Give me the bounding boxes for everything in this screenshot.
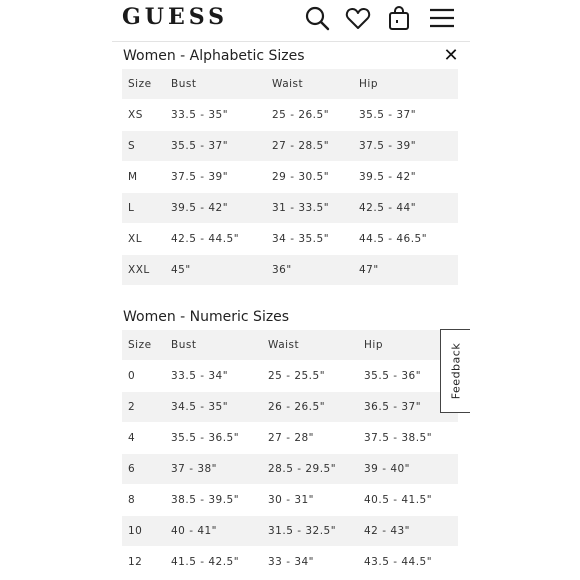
- size-cell: XS: [122, 100, 165, 131]
- waist-cell: 34 - 35.5": [266, 224, 353, 255]
- column-header-bust: Bust: [165, 330, 262, 361]
- search-icon[interactable]: [303, 4, 331, 32]
- table-row: [122, 547, 458, 578]
- hip-cell: 39 - 40": [358, 454, 458, 485]
- table-header-row: [122, 330, 458, 361]
- hip-cell: 39.5 - 42": [353, 162, 458, 193]
- bust-cell: 39.5 - 42": [165, 193, 266, 224]
- menu-icon[interactable]: [428, 4, 456, 32]
- numeric-size-table: [122, 330, 458, 578]
- bust-cell: 40 - 41": [165, 516, 262, 547]
- waist-cell: 30 - 31": [262, 485, 358, 516]
- table-row: [122, 193, 458, 224]
- hip-cell: 44.5 - 46.5": [353, 224, 458, 255]
- column-header-waist: Waist: [262, 330, 358, 361]
- hip-cell: 35.5 - 37": [353, 100, 458, 131]
- size-cell: L: [122, 193, 165, 224]
- close-icon[interactable]: ✕: [443, 45, 459, 66]
- column-header-size: Size: [122, 69, 165, 100]
- guess-logo[interactable]: GUESS: [122, 4, 229, 30]
- waist-cell: 27 - 28.5": [266, 131, 353, 162]
- size-cell: 10: [122, 516, 165, 547]
- table-row: [122, 423, 458, 454]
- size-cell: 4: [122, 423, 165, 454]
- size-cell: S: [122, 131, 165, 162]
- hip-cell: 40.5 - 41.5": [358, 485, 458, 516]
- waist-cell: 28.5 - 29.5": [262, 454, 358, 485]
- table-row: [122, 454, 458, 485]
- table-row: [122, 516, 458, 547]
- bag-icon[interactable]: [385, 4, 413, 32]
- waist-cell: 29 - 30.5": [266, 162, 353, 193]
- table-row: [122, 485, 458, 516]
- table-row: [122, 392, 458, 423]
- size-cell: 12: [122, 547, 165, 578]
- table-row: [122, 131, 458, 162]
- bust-cell: 33.5 - 35": [165, 100, 266, 131]
- column-header-hip: Hip: [353, 69, 458, 100]
- waist-cell: 25 - 25.5": [262, 361, 358, 392]
- table-row: [122, 255, 458, 286]
- size-cell: 6: [122, 454, 165, 485]
- hip-cell: 36.5 - 37": [358, 392, 458, 423]
- size-cell: 0: [122, 361, 165, 392]
- header-divider: [112, 41, 470, 42]
- numeric-sizes-title: Women - Numeric Sizes: [123, 309, 290, 325]
- table-row: [122, 224, 458, 255]
- column-header-hip: Hip: [358, 330, 458, 361]
- feedback-label: Feedback: [449, 342, 462, 400]
- bust-cell: 37.5 - 39": [165, 162, 266, 193]
- column-header-waist: Waist: [266, 69, 353, 100]
- feedback-tab[interactable]: [440, 329, 470, 413]
- table-row: [122, 100, 458, 131]
- hip-cell: 42 - 43": [358, 516, 458, 547]
- alpha-size-table: [122, 69, 458, 286]
- size-cell: 2: [122, 392, 165, 423]
- hip-cell: 47": [353, 255, 458, 286]
- bust-cell: 37 - 38": [165, 454, 262, 485]
- table-header-row: [122, 69, 458, 100]
- bust-cell: 35.5 - 36.5": [165, 423, 262, 454]
- waist-cell: 36": [266, 255, 353, 286]
- bust-cell: 35.5 - 37": [165, 131, 266, 162]
- size-cell: XL: [122, 224, 165, 255]
- waist-cell: 33 - 34": [262, 547, 358, 578]
- waist-cell: 27 - 28": [262, 423, 358, 454]
- site-header: [0, 0, 580, 42]
- hip-cell: 42.5 - 44": [353, 193, 458, 224]
- hip-cell: 37.5 - 39": [353, 131, 458, 162]
- hip-cell: 43.5 - 44.5": [358, 547, 458, 578]
- column-header-size: Size: [122, 330, 165, 361]
- bust-cell: 33.5 - 34": [165, 361, 262, 392]
- column-header-bust: Bust: [165, 69, 266, 100]
- size-cell: XXL: [122, 255, 165, 286]
- bust-cell: 41.5 - 42.5": [165, 547, 262, 578]
- waist-cell: 31 - 33.5": [266, 193, 353, 224]
- bust-cell: 42.5 - 44.5": [165, 224, 266, 255]
- table-row: [122, 162, 458, 193]
- waist-cell: 26 - 26.5": [262, 392, 358, 423]
- bust-cell: 45": [165, 255, 266, 286]
- waist-cell: 31.5 - 32.5": [262, 516, 358, 547]
- waist-cell: 25 - 26.5": [266, 100, 353, 131]
- size-cell: 8: [122, 485, 165, 516]
- size-cell: M: [122, 162, 165, 193]
- table-row: [122, 361, 458, 392]
- hip-cell: 37.5 - 38.5": [358, 423, 458, 454]
- alpha-sizes-title: Women - Alphabetic Sizes: [123, 48, 305, 64]
- hip-cell: 35.5 - 36": [358, 361, 458, 392]
- heart-icon[interactable]: [344, 4, 372, 32]
- bust-cell: 38.5 - 39.5": [165, 485, 262, 516]
- bust-cell: 34.5 - 35": [165, 392, 262, 423]
